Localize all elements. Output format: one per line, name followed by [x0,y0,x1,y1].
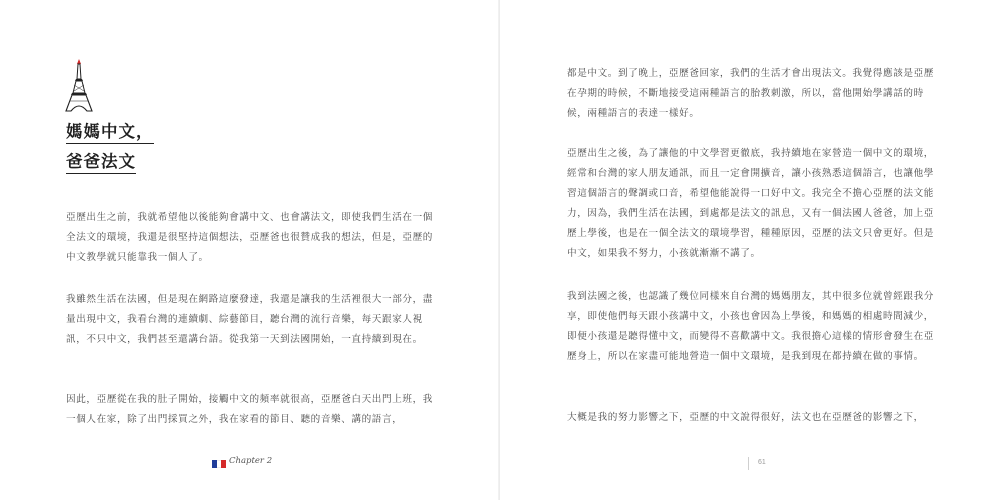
right-paragraph-1: 都是中文。到了晚上，亞歷爸回家，我們的生活才會出現法文。我覺得應該是亞歷在孕期的時候，不斷地接受這兩種語言的胎教刺激，所以，當他開始學講話的時候，兩種語言的表達一樣好。 [567,68,934,119]
left-paragraph-3: 因此，亞歷從在我的肚子開始，接觸中文的頻率就很高，亞歷爸白天出門上班，我一個人在家，除了出門採買之外，我在家看的節目、聽的音樂、講的語言， [66,394,433,425]
right-paragraph-3: 我到法國之後，也認識了幾位同樣來自台灣的媽媽朋友，其中很多位就曾經跟我分享，即使他們每天跟小孩講中文，小孩也會因為上學後，和媽媽的相處時間減少，即便小孩還是聽得懂中文，而變得不喜歡講中文。我很擔心這樣的情形會發生在亞歷身上，所以在家盡可能地營造一個中文環境，是我到現在都持續在做的事情。 [567,291,934,362]
chapter-footer-label: Chapter 2 [229,456,273,466]
french-flag-icon [212,460,226,468]
page-number-right: 61 [758,459,766,466]
right-paragraph-4: 大概是我的努力影響之下，亞歷的中文說得很好，法文也在亞歷爸的影響之下， [567,412,924,423]
title-line-1: 媽媽中文， [66,122,154,144]
eiffel-tower-icon [64,57,94,113]
left-paragraph-2: 我雖然生活在法國，但是現在網路這麼發達，我還是讓我的生活裡很大一部分，盡量出現中文，我看台灣的連續劇、綜藝節目，聽台灣的流行音樂，每天跟家人視訊，不只中文，我們甚至還講台語。從我第一天到法國開始，一直持續到現在。 [66,294,433,345]
right-paragraph-2: 亞歷出生之後，為了讓他的中文學習更徹底，我持續地在家營造一個中文的環境，經常和台灣的家人朋友通訊，而且一定會開擴音，讓小孩熟悉這個語言，也讓他學習這個語言的聲調或口音，希望他能說得一口好中文。我完全不擔心亞歷的法文能力，因為，我們生活在法國，到處都是法文的訊息，又有一個法國人爸爸，加上亞歷上學後，也是在一個全法文的環境學習，種種原因，亞歷的法文只會更好。但是中文，如果我不努力，小孩就漸漸不講了。 [567,148,934,259]
left-paragraph-1: 亞歷出生之前，我就希望他以後能夠會講中文、也會講法文，即使我們生活在一個全法文的環境，我還是很堅持這個想法，亞歷爸也很贊成我的想法，但是，亞歷的中文教學就只能靠我一個人了。 [66,212,433,263]
chapter-title [66,118,154,176]
title-line-2: 爸爸法文 [66,152,136,174]
right-page [500,0,1000,500]
page-number-divider [748,457,749,470]
